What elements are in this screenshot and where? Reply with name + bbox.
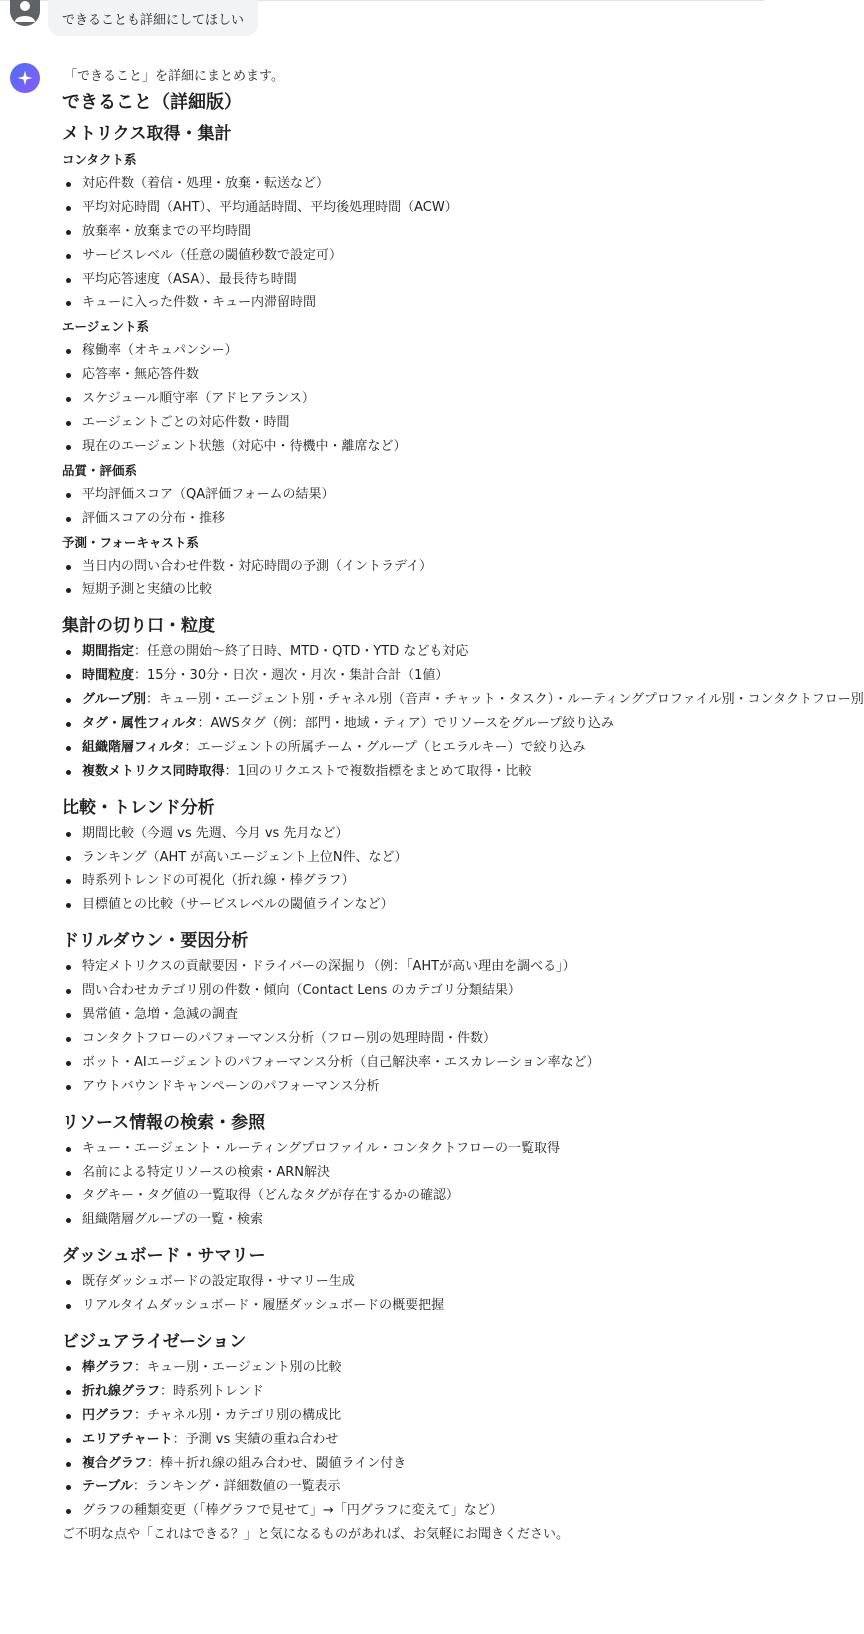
list-item: 組織階層グループの一覧・検索 — [62, 1211, 762, 1228]
list-item-text: ：エージェントの所属チーム・グループ（ヒエラルキー）で絞り込み — [184, 739, 586, 755]
list-item: 対応件数（着信・処理・放棄・転送など） — [62, 175, 762, 192]
list-item — [62, 1431, 762, 1448]
list-item: 短期予測と実績の比較 — [62, 581, 762, 598]
list-item: ボット・AIエージェントのパフォーマンス分析（自己解決率・エスカレーション率など） — [62, 1054, 762, 1071]
list-item: 時系列トレンドの可視化（折れ線・棒グラフ） — [62, 872, 762, 889]
list-item-text: ：15分・30分・日次・週次・月次・集計合計（1値） — [134, 668, 449, 684]
section-spacer — [62, 1102, 762, 1111]
section-spacer — [62, 1235, 762, 1244]
list-item: 平均評価スコア（QA評価フォームの結果） — [62, 486, 762, 503]
list-item: スケジュール順守率（アドヒアランス） — [62, 390, 762, 407]
assistant-response — [62, 68, 864, 1544]
list-item-text: ：時系列トレンド — [160, 1383, 264, 1399]
section-heading: リソース情報の検索・参照 — [62, 1112, 266, 1133]
list-item: 現在のエージェント状態（対応中・待機中・離席など） — [62, 438, 762, 455]
list-item-label: 棒グラフ — [82, 1359, 135, 1375]
list-item: キューに入った件数・キュー内滞留時間 — [62, 294, 762, 311]
list-item: キュー・エージェント・ルーティングプロファイル・コンタクトフローの一覧取得 — [62, 1140, 762, 1157]
list-item-text: ：棒＋折れ線の組み合わせ、閾値ライン付き — [147, 1455, 407, 1471]
user-message-bubble — [48, 0, 258, 36]
list-item-text: ：1回のリクエストで複数指標をまとめて取得・比較 — [224, 763, 532, 779]
section-spacer — [62, 920, 762, 929]
list-item-text: グラフの種類変更（「棒グラフで見せて」→「円グラフに変えて」など） — [82, 1503, 503, 1519]
list-item: 問い合わせカテゴリ別の件数・傾向（Contact Lens のカテゴリ分類結果） — [62, 982, 762, 999]
list-item: コンタクトフローのパフォーマンス分析（フロー別の処理時間・件数） — [62, 1030, 762, 1047]
list-item — [62, 691, 864, 708]
list-item: ランキング（AHT が高いエージェント上位N件、など） — [62, 849, 762, 866]
section-heading: 比較・トレンド分析 — [62, 797, 215, 818]
list-item: エージェントごとの対応件数・時間 — [62, 414, 762, 431]
list-item-label: 時間粒度 — [82, 668, 135, 684]
list-item — [62, 1383, 762, 1400]
response-intro: 「できること」を詳細にまとめます。 — [64, 69, 284, 84]
section-spacer — [62, 1321, 762, 1330]
section-heading: ビジュアライゼーション — [62, 1331, 247, 1352]
list-item — [62, 763, 762, 780]
list-item — [62, 1478, 762, 1495]
list-item-text: ：チャネル別・カテゴリ別の構成比 — [134, 1407, 342, 1423]
bullet-list — [62, 342, 762, 455]
list-item-text: ：AWSタグ（例：部門・地域・ティア）でリソースをグループ絞り込み — [197, 716, 615, 732]
list-item-label: タグ・属性フィルタ — [82, 716, 198, 732]
list-item: アウトバウンドキャンペーンのパフォーマンス分析 — [62, 1078, 762, 1095]
list-item: 既存ダッシュボードの設定取得・サマリー生成 — [62, 1273, 762, 1290]
assistant-sparkle-icon — [10, 63, 40, 93]
list-item-text: ：任意の開始〜終了日時、MTD・QTD・YTD なども対応 — [134, 644, 469, 660]
list-item — [62, 715, 762, 732]
list-item: 特定メトリクスの貢献要因・ドライバーの深掘り（例：「AHTが高い理由を調べる」） — [62, 958, 762, 975]
response-title: できること（詳細版） — [62, 92, 242, 113]
list-item-label: 複数メトリクス同時取得 — [82, 763, 225, 779]
section-heading: ダッシュボード・サマリー — [62, 1246, 266, 1267]
list-item — [62, 643, 762, 660]
list-item-label: 組織階層フィルタ — [82, 739, 185, 755]
subsection-heading: コンタクト系 — [62, 152, 137, 167]
response-outro: ご不明な点や「これはできる？」と気になるものがあれば、お気軽にお聞きください。 — [62, 1527, 570, 1543]
list-item-text: ：キュー別・エージェント別・チャネル別（音声・チャット・タスク）・ルーティングプロファイル別・コンタクトフロー別 — [145, 692, 864, 708]
list-item: 当日内の問い合わせ件数・対応時間の予測（イントラデイ） — [62, 558, 762, 575]
bullet-list — [62, 825, 762, 914]
list-item: 目標値との比較（サービスレベルの閾値ラインなど） — [62, 896, 762, 913]
section-spacer — [62, 605, 762, 614]
section-spacer — [62, 787, 762, 796]
list-item: 応答率・無応答件数 — [62, 366, 762, 383]
list-item: 放棄率・放棄までの平均時間 — [62, 223, 762, 240]
list-item — [62, 1407, 762, 1424]
list-item-label: 折れ線グラフ — [82, 1383, 161, 1399]
response-sections — [62, 122, 864, 1519]
list-item: 平均応答速度（ASA）、最長待ち時間 — [62, 271, 762, 288]
subsection-heading: エージェント系 — [62, 319, 150, 335]
list-item — [62, 1502, 762, 1519]
bullet-list — [62, 1273, 762, 1314]
list-item: 評価スコアの分布・推移 — [62, 510, 762, 527]
user-message-text: できることも詳細にしてほしい — [62, 12, 245, 28]
list-item-label: 期間指定 — [82, 644, 135, 660]
list-item-label: 円グラフ — [82, 1407, 135, 1423]
list-item — [62, 1359, 762, 1376]
subsection-heading: 品質・評価系 — [62, 462, 138, 478]
list-item-text: ：予測 vs 実績の重ね合わせ — [172, 1431, 339, 1447]
section-heading: ドリルダウン・要因分析 — [62, 931, 249, 952]
list-item: 異常値・急増・急減の調査 — [62, 1006, 762, 1023]
bullet-list — [62, 486, 762, 527]
list-item — [62, 1455, 762, 1472]
list-item-label: エリアチャート — [82, 1431, 173, 1447]
list-item: 平均対応時間（AHT）、平均通話時間、平均後処理時間（ACW） — [62, 199, 762, 216]
bullet-list — [62, 1140, 762, 1229]
subsection-heading: 予測・フォーキャスト系 — [62, 534, 199, 550]
user-avatar-icon — [10, 0, 40, 26]
list-item-label: 複合グラフ — [82, 1455, 148, 1471]
list-item: リアルタイムダッシュボード・履歴ダッシュボードの概要把握 — [62, 1297, 762, 1314]
bullet-list — [62, 558, 762, 599]
list-item: 稼働率（オキュパンシー） — [62, 342, 762, 359]
bullet-list — [62, 175, 762, 311]
list-item-label: テーブル — [82, 1479, 133, 1495]
list-item: サービスレベル（任意の閾値秒数で設定可） — [62, 247, 762, 264]
bullet-list — [62, 643, 864, 779]
list-item-text: ：ランキング・詳細数値の一覧表示 — [132, 1479, 341, 1495]
list-item: タグキー・タグ値の一覧取得（どんなタグが存在するかの確認） — [62, 1187, 762, 1204]
list-item — [62, 667, 762, 684]
list-item: 名前による特定リソースの検索・ARN解決 — [62, 1164, 762, 1181]
list-item — [62, 739, 762, 756]
section-heading: 集計の切り口・粒度 — [62, 616, 215, 637]
bullet-list — [62, 1359, 762, 1519]
list-item-text: ：キュー別・エージェント別の比較 — [134, 1359, 342, 1375]
section-heading: メトリクス取得・集計 — [62, 124, 232, 144]
list-item: 期間比較（今週 vs 先週、今月 vs 先月など） — [62, 825, 762, 842]
list-item-label: グループ別 — [82, 692, 146, 708]
bullet-list — [62, 958, 762, 1094]
